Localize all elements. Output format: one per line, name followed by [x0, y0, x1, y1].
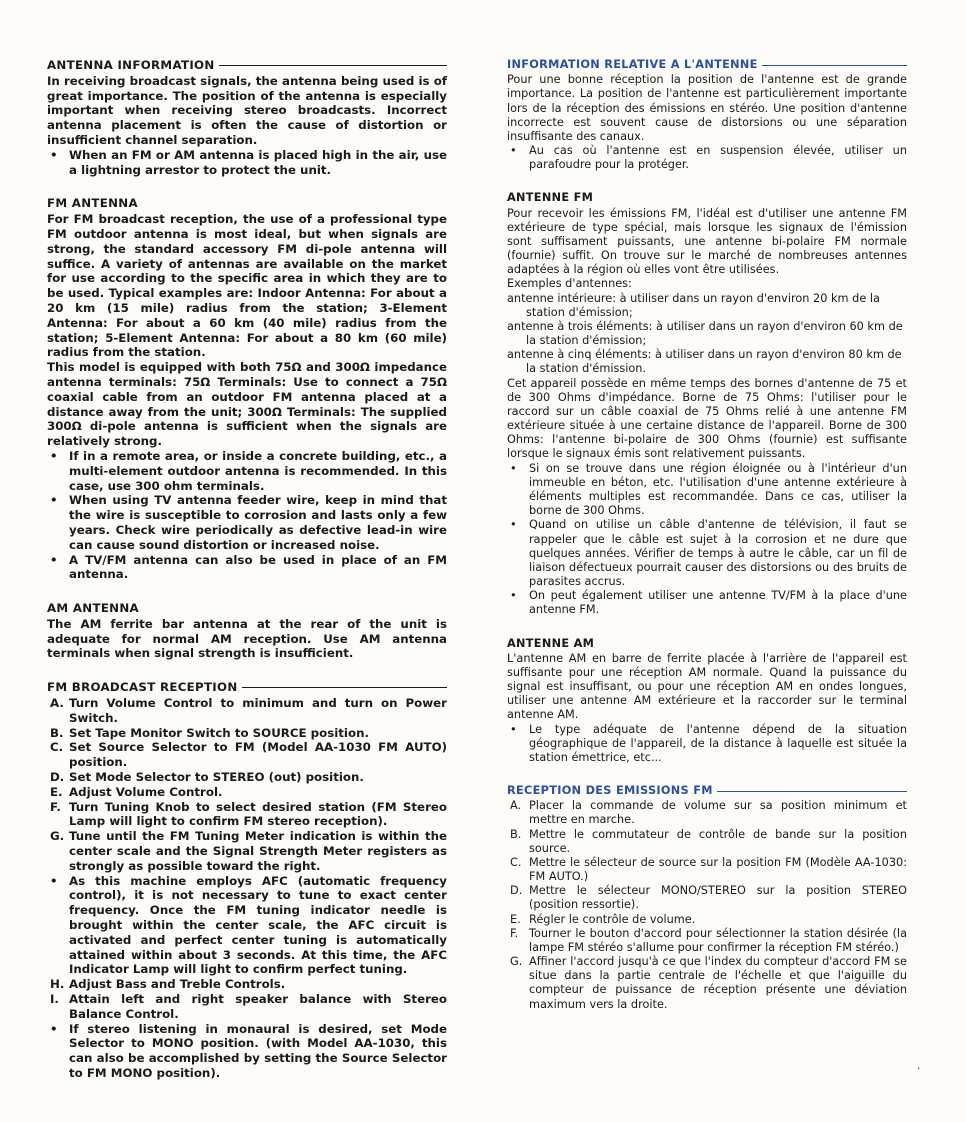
- step-text: Set Source Selector to FM (Model AA-1030 FM AUTO) position.: [69, 740, 447, 770]
- list-item: • Quand on utilise un câble d'antenne de télévision, il faut se rappeler que le câble est sujet à la corrosion et ne dure que quelques années. Vérifier de temps à autre le câble, car un fil de liaison défectueux pourrait causer des distorsions ou des bruits de parasites accrus.: [510, 518, 907, 589]
- step-text: Turn Volume Control to minimum and turn on Power Switch.: [69, 696, 447, 725]
- fm-antenna-terminals-text: This model is equipped with both 75Ω and 300Ω impedance antenna terminals: 75Ω Terminals: Use to connect a 75Ω coaxial cable from an outdoor FM antenna placed at a distance away from the unit; 300Ω Terminals: The supplied 300Ω di-pole antenna is sufficient when the signals are relatively strong.: [47, 360, 447, 449]
- step-text: Mettre le sélecteur MONO/STEREO sur la position STEREO (position ressortie).: [529, 884, 907, 912]
- list-item: [507, 913, 907, 927]
- page-mark: ·: [917, 1064, 921, 1075]
- step-text: If stereo listening in monaural is desired, set Mode Selector to MONO position. (with Model AA-1030, this can also be accomplished by setting the Source Selector to FM MONO position).: [69, 1021, 447, 1080]
- list-item: [47, 874, 447, 978]
- list-item: [507, 856, 907, 884]
- step-marker: B.: [510, 827, 522, 841]
- information-antenne-text: Pour une bonne réception la position de l'antenne est de grande importance. La position de l'antenne est particulièrement importante lors de la réception des émissions en stéréo. Une position d'antenne incorrecte est souvent cause de distorsions ou une séparation insuffisante des canaux.: [507, 73, 907, 143]
- step-text: Affiner l'accord jusqu'à ce que l'index du compteur d'accord FM se situe dans la partie centrale de l'échelle et que l'aiguille du compteur de puissance de réception présente une déviation maximum vers la droite.: [529, 955, 907, 1011]
- step-text: Attain left and right speaker balance with Stereo Balance Control.: [69, 992, 447, 1021]
- list-item: [507, 799, 907, 827]
- list-item: antenne à trois éléments: à utiliser dans un rayon d'environ 60 km de la station d'émission;: [507, 319, 903, 348]
- reception-fm-steps: [507, 799, 907, 1012]
- step-marker: E.: [50, 784, 63, 799]
- french-column: [507, 58, 907, 1012]
- step-text: Mettre le commutateur de contrôle de bande sur la position source.: [529, 827, 907, 855]
- am-antenna-heading: AM ANTENNA: [47, 601, 139, 616]
- step-marker: •: [50, 873, 58, 888]
- list-item: • If in a remote area, or inside a concrete building, etc., a multi-element outdoor antenna is recommended. In this case, use 300 ohm terminals.: [50, 448, 447, 493]
- step-text: Set Mode Selector to STEREO (out) position.: [69, 770, 364, 785]
- list-item: • On peut également utiliser une antenne TV/FM à la place d'une antenne FM.: [510, 589, 907, 617]
- step-marker: A.: [50, 696, 64, 711]
- list-item: [47, 829, 447, 873]
- am-antenna-text: The AM ferrite bar antenna at the rear of the unit is adequate for normal AM reception. Use AM antenna terminals when signal strength is insufficient.: [47, 616, 447, 661]
- step-marker: I.: [50, 992, 59, 1007]
- antenne-examples-intro: Exemples d'antennes:: [507, 277, 632, 291]
- step-marker: B.: [50, 725, 64, 740]
- step-marker: A.: [510, 799, 522, 813]
- list-item: [507, 955, 907, 1012]
- list-item: [507, 927, 907, 955]
- list-item: antenne à cinq éléments: à utiliser dans un rayon d'environ 80 km de la station d'émission.: [507, 348, 902, 376]
- list-item: [47, 800, 447, 830]
- step-marker: E.: [510, 912, 521, 926]
- list-item: • When using TV antenna feeder wire, keep in mind that the wire is susceptible to corrosion and lasts only a few years. Check wire periodically as defective lead-in wire can cause sound distortion or increased noise.: [50, 493, 447, 552]
- step-marker: H.: [50, 977, 65, 992]
- antenna-information-text: In receiving broadcast signals, the antenna being used is of great importance. The position of the antenna is especially important when receiving stereo broadcasts. Incorrect antenna placement is often the cause of distortion or insufficient channel separation.: [47, 73, 447, 147]
- step-text: Turn Tuning Knob to select desired station (FM Stereo Lamp will light to confirm FM stereo reception).: [69, 799, 447, 829]
- step-text: Tune until the FM Tuning Meter indication is within the center scale and the Signal Strength Meter registers as strongly as possible toward the right.: [69, 829, 447, 873]
- step-text: As this machine employs AFC (automatic frequency control), it is not necessary to tune to exact center frequency. Once the FM tuning indicator needle is brought within the center scale, the AFC circuit is activated and perfect center tuning is automatically attained within about 3 seconds. At this time, the AFC Indicator Lamp will light to confirm perfect tuning.: [69, 873, 447, 977]
- list-item: [47, 977, 447, 992]
- step-text: Adjust Bass and Treble Controls.: [69, 977, 286, 992]
- step-text: Mettre le sélecteur de source sur la position FM (Modèle AA-1030: FM AUTO.): [529, 855, 907, 884]
- step-marker: G.: [510, 955, 523, 969]
- step-marker: F.: [510, 926, 519, 940]
- list-item: antenne intérieure: à utiliser dans un rayon d'environ 20 km de la station d'émission;: [507, 291, 880, 319]
- list-item: • Au cas où l'antenne est en suspension élevée, utiliser un parafoudre pour la protéger.: [510, 144, 907, 172]
- step-marker: G.: [50, 829, 65, 844]
- step-marker: C.: [50, 740, 64, 755]
- antenne-fm-heading: ANTENNE FM: [507, 191, 594, 205]
- step-marker: •: [50, 1021, 58, 1036]
- step-text: Régler le contrôle de volume.: [529, 912, 696, 926]
- list-item: [507, 884, 907, 912]
- list-item: [47, 770, 447, 785]
- step-marker: C.: [510, 855, 522, 869]
- antenne-fm-text: Pour recevoir les émissions FM, l'idéal est d'utiliser une antenne FM extérieure de type spécial, mais lorsque les signaux de l'émission sont suffisament puissants, une antenne bi-polaire FM normale (fournie) suffit. On trouve sur le marché de nombreuses antennes adaptées à la région où elles vont être utilisées.: [507, 206, 907, 277]
- antenne-am-heading: ANTENNE AM: [507, 636, 595, 650]
- fm-antenna-heading: FM ANTENNA: [47, 196, 138, 211]
- list-item: • Si on se trouve dans une région éloignée ou à l'intérieur d'un immeuble en béton, etc. l'utilisation d'une antenne extérieure à éléments multiples est recommandée. Dans ce cas, utiliser la borne de 300 Ohms.: [510, 461, 907, 518]
- antenne-am-text: L'antenne AM en barre de ferrite placée à l'arrière de l'appareil est suffisante pour une réception AM normale. Quand la puissance du signal est insuffisant, ou pour une réception AM en ondes longues, utiliser une antenne AM extérieure et la raccorder sur le terminal antenne AM.: [507, 651, 907, 722]
- step-marker: D.: [510, 884, 523, 898]
- step-text: Set Tape Monitor Switch to SOURCE position.: [69, 725, 369, 740]
- list-item: [507, 828, 907, 856]
- list-item: [47, 1022, 447, 1081]
- step-marker: F.: [50, 799, 61, 814]
- antenne-fm-bornes-text: Cet appareil possède en même temps des bornes d'antenne de 75 et de 300 Ohms d'impédance. Borne de 75 Ohms: l'utiliser pour le raccord sur un câble coaxial de 75 Ohms relié à une antenne FM extérieure située à une certaine distance de l'appareil. Borne de 300 Ohms: l'antenne bi-polaire de 300 Ohms (fournie) est suffisante lorsque le signaux émis sont relativement puissants.: [507, 376, 907, 461]
- list-item: [47, 696, 447, 726]
- list-item: • When an FM or AM antenna is placed high in the air, use a lightning arrestor to protect the unit.: [50, 147, 447, 177]
- list-item: • Le type adéquate de l'antenne dépend de la situation géographique de l'appareil, de la distance à laquelle est située la station émettrice, etc...: [510, 722, 907, 764]
- step-text: Adjust Volume Control.: [69, 784, 223, 799]
- fm-antenna-text: For FM broadcast reception, the use of a professional type FM outdoor antenna is most ideal, but when signals are strong, the standard accessory FM di-pole antenna will suffice. A variety of antennas are available on the market for use according to the specific area in which they are to be used. Typical examples are: Indoor Antenna: For about a 20 km (15 mile) radius from the station; 3-Element Antenna: For about a 60 km (40 mile) radius from the station; 5-Element Antenna: For about a 80 km (60 mile) radius from the station.: [47, 212, 447, 360]
- list-item: [47, 785, 447, 800]
- fm-reception-steps: [47, 696, 447, 1081]
- antenna-information-heading: ANTENNA INFORMATION: [47, 58, 447, 73]
- step-text: Placer la commande de volume sur sa position minimum et mettre en marche.: [529, 799, 907, 827]
- list-item: [47, 726, 447, 741]
- fm-broadcast-reception-heading: FM BROADCAST RECEPTION: [47, 680, 447, 695]
- list-item: [47, 992, 447, 1022]
- reception-emissions-fm-heading: RECEPTION DES EMISSIONS FM: [507, 784, 907, 798]
- step-marker: D.: [50, 770, 65, 785]
- english-column: [47, 58, 447, 1081]
- information-antenne-heading: INFORMATION RELATIVE A L'ANTENNE: [507, 58, 907, 72]
- list-item: [47, 740, 447, 770]
- list-item: • A TV/FM antenna can also be used in place of an FM antenna.: [50, 552, 447, 582]
- step-text: Tourner le bouton d'accord pour sélectionner la station désirée (la lampe FM stéréo s'allume pour confirmer la réception FM stéréo.): [529, 926, 907, 954]
